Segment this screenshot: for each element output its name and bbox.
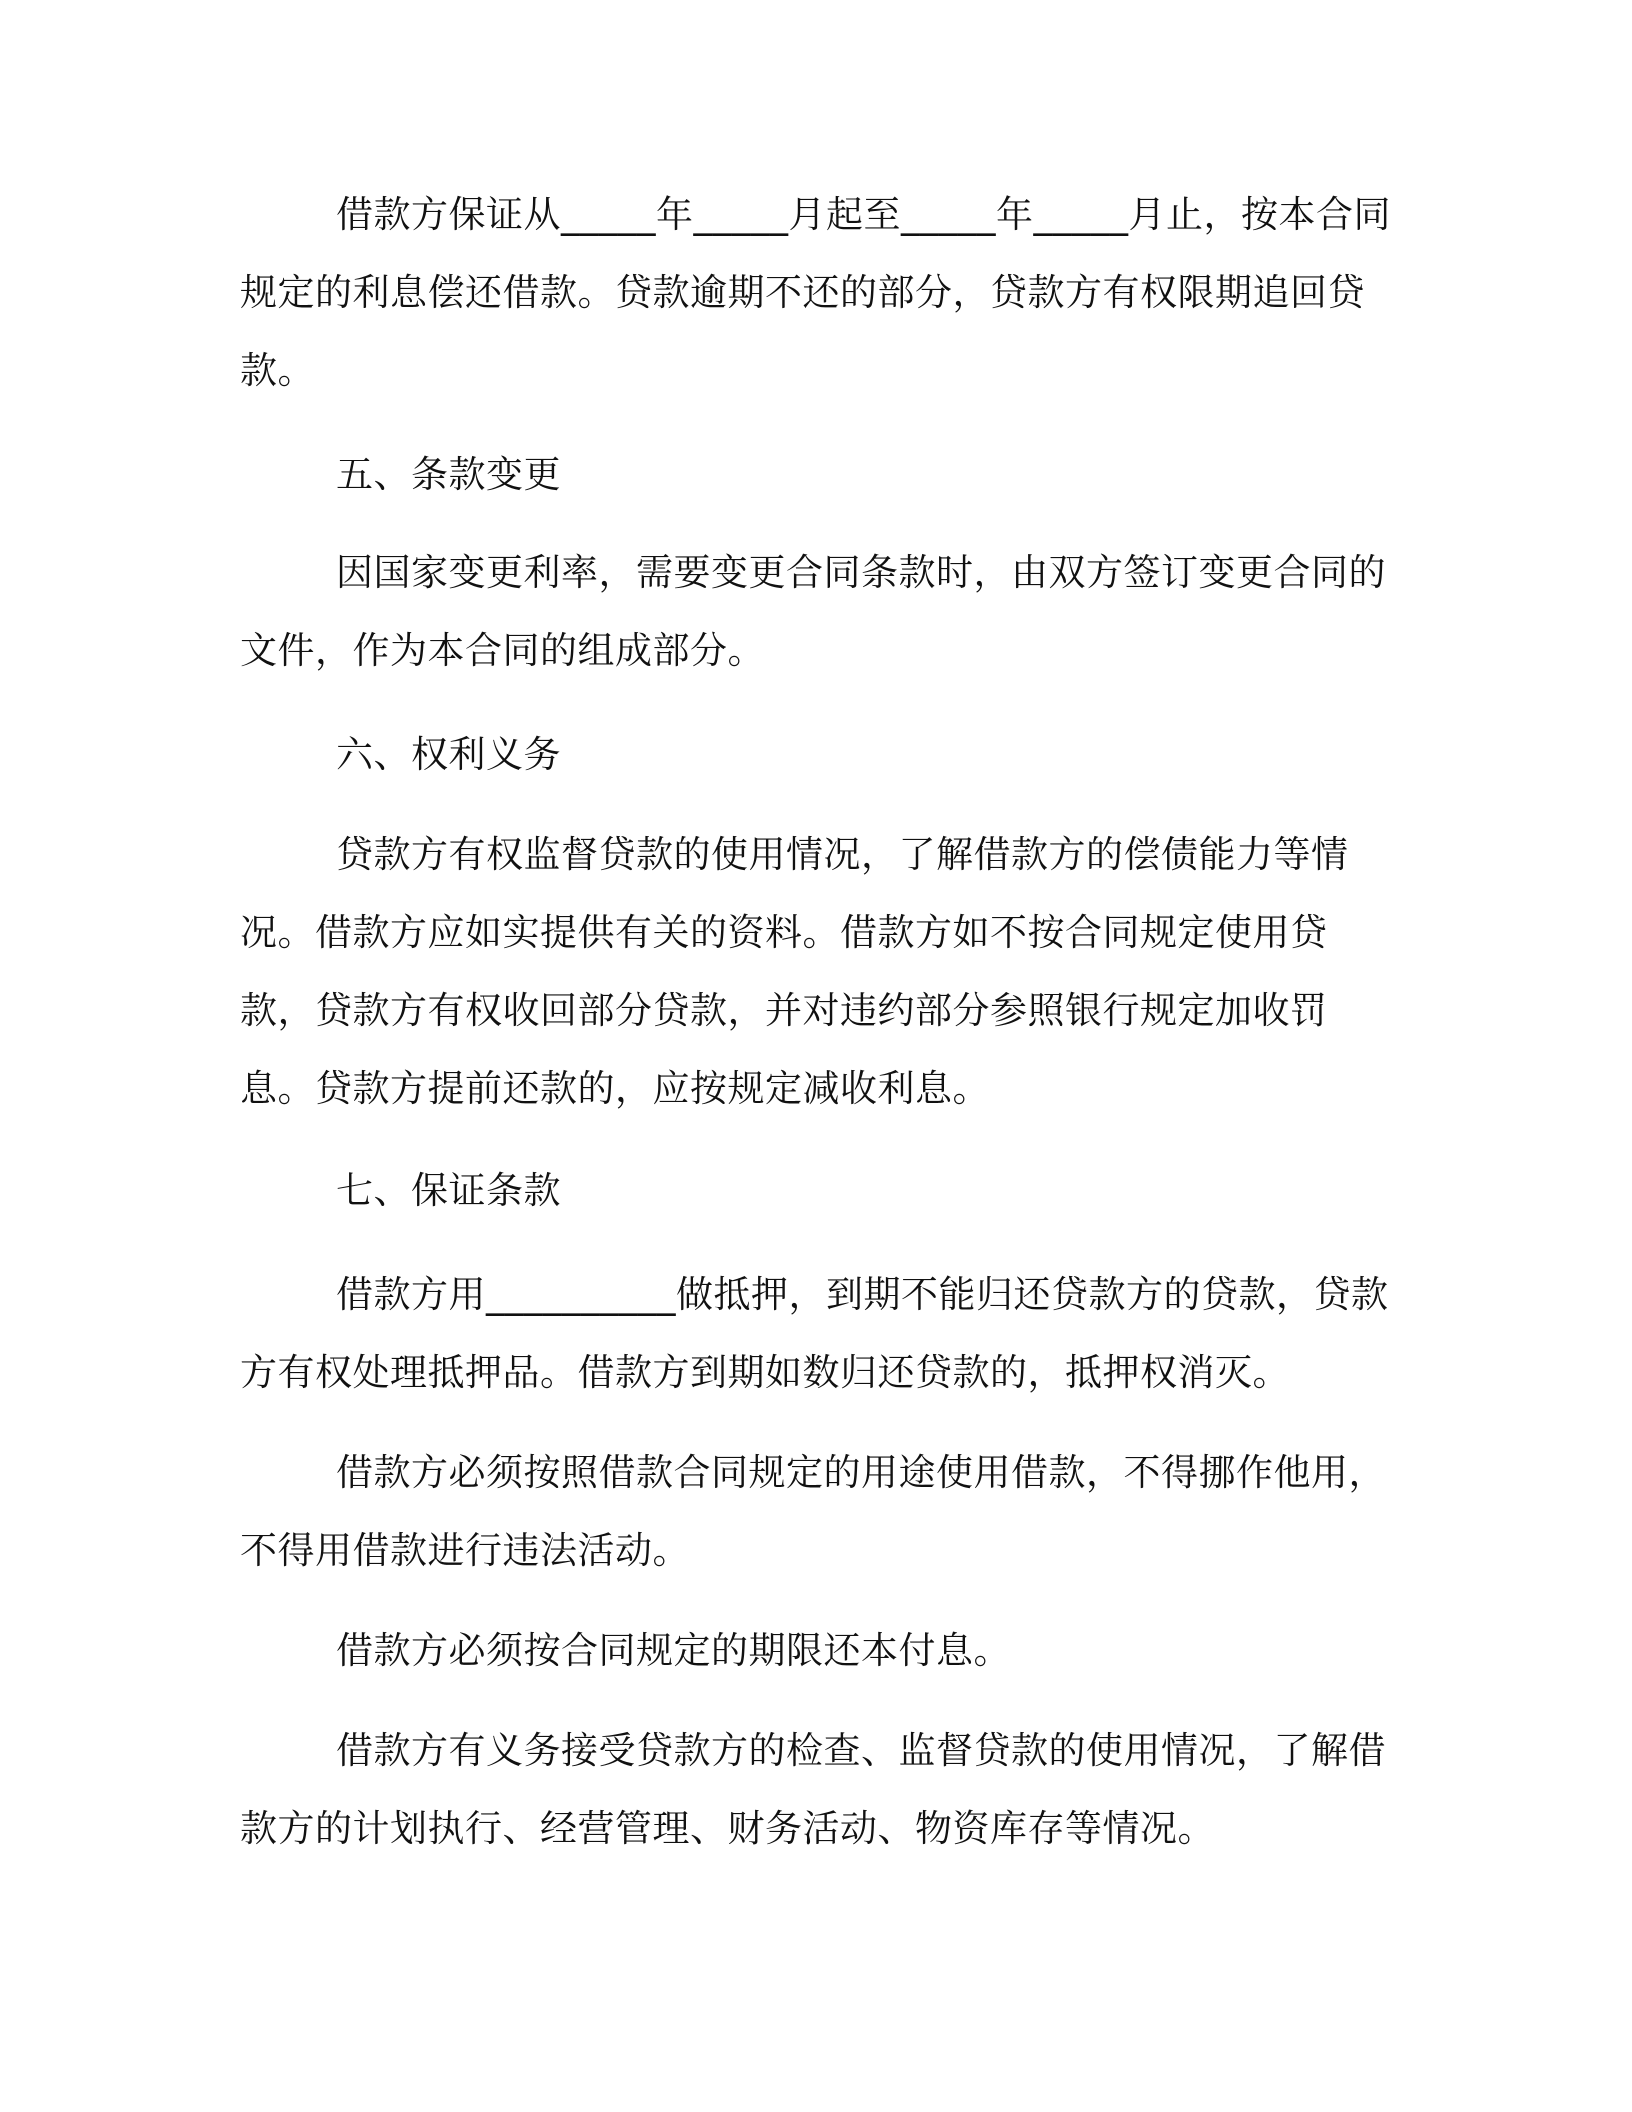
paragraph-lender-rights: 贷款方有权监督贷款的使用情况，了解借款方的偿债能力等情况。借款方应如实提供有关的资料。借款方如不按合同规定使用贷款，贷款方有权收回部分贷款，并对违约部分参照银行规定加收罚息。贷款方提前还款的，应按规定减收利息。: [240, 833, 1349, 1110]
paragraph-repayment-term: 借款方必须按合同规定的期限还本付息。: [336, 1629, 1011, 1672]
paragraph-collateral: 借款方用__________做抵押，到期不能归还贷款方的贷款，贷款方有权处理抵押品。借款方到期如数归还贷款的，抵押权消灭。: [240, 1273, 1389, 1394]
paragraph-inspection-obligation: 借款方有义务接受贷款方的检查、监督贷款的使用情况，了解借款方的计划执行、经营管理、财务活动、物资库存等情况。: [240, 1729, 1386, 1850]
paragraph-loan-use: 借款方必须按照借款合同规定的用途使用借款，不得挪作他用，不得用借款进行违法活动。: [240, 1451, 1386, 1572]
heading-rights-obligations: 六、权利义务: [336, 733, 561, 776]
paragraph-clause-change: 因国家变更利率，需要变更合同条款时，由双方签订变更合同的文件，作为本合同的组成部分。: [240, 551, 1386, 672]
paragraph-repayment-guarantee: 借款方保证从_____年_____月起至_____年_____月止，按本合同规定的利息偿还借款。贷款逾期不还的部分，贷款方有权限期追回贷款。: [240, 193, 1391, 392]
heading-guarantee-clause: 七、保证条款: [336, 1169, 561, 1212]
heading-clause-change: 五、条款变更: [336, 453, 561, 496]
